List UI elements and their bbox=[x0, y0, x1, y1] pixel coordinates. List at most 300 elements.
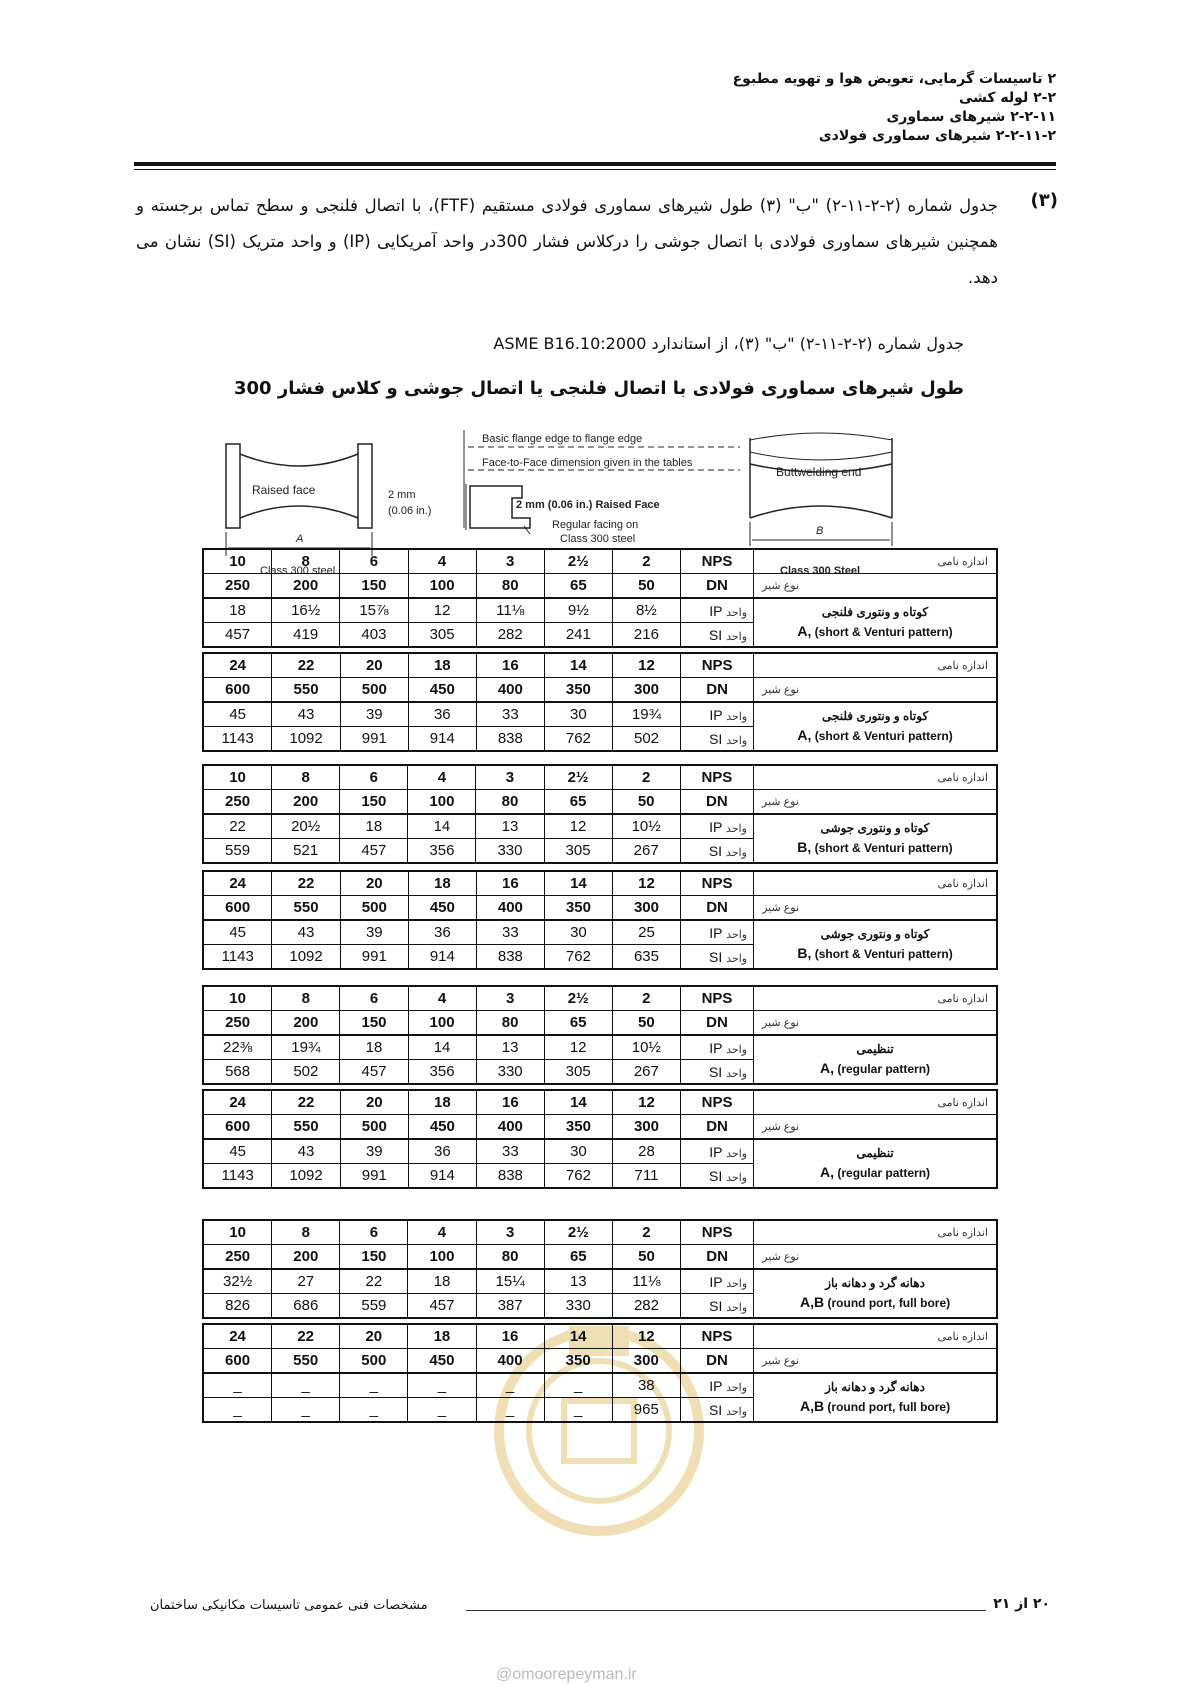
table-cell: 330 bbox=[476, 1060, 544, 1085]
valve-type-pattern: (regular pattern) bbox=[837, 1062, 931, 1076]
table-cell: 419 bbox=[272, 623, 340, 648]
dim-b-label: B bbox=[816, 525, 824, 537]
table-cell: 762 bbox=[544, 945, 612, 970]
valve-length-table bbox=[202, 652, 998, 752]
table-cell: 4 bbox=[408, 986, 476, 1011]
table-cell: 2 bbox=[612, 1220, 680, 1245]
valve-type-fa: تنظیمی bbox=[856, 1042, 894, 1056]
table-cell: 500 bbox=[340, 1115, 408, 1140]
table-cell: 16 bbox=[476, 1090, 544, 1115]
valve-type-fa: کوتاه و ونتوری جوشی bbox=[820, 821, 930, 835]
table-row-dn bbox=[203, 896, 997, 921]
table-cell: 10½ bbox=[612, 1035, 680, 1060]
valve-length-table bbox=[202, 1219, 998, 1319]
row-key-dn: DN bbox=[680, 790, 753, 815]
table-row-nps bbox=[203, 871, 997, 896]
table-cell: 267 bbox=[612, 839, 680, 864]
table-cell: _ bbox=[408, 1398, 476, 1423]
table-cell: 18 bbox=[408, 1324, 476, 1349]
valve-type-cell bbox=[754, 1035, 997, 1084]
table-cell: 400 bbox=[476, 896, 544, 921]
table-cell: 32½ bbox=[203, 1269, 272, 1294]
table-cell: 39 bbox=[340, 920, 408, 945]
unit-code: SI bbox=[708, 842, 726, 859]
table-cell: 24 bbox=[203, 871, 272, 896]
table-cell: 33 bbox=[476, 1139, 544, 1164]
table-cell: 22 bbox=[272, 871, 340, 896]
unit-word: واحد bbox=[726, 1301, 748, 1314]
table-cell: 150 bbox=[340, 1011, 408, 1036]
unit-cell-si bbox=[681, 1294, 754, 1319]
table-row-dn bbox=[203, 1245, 997, 1270]
table-cell: 500 bbox=[340, 678, 408, 703]
table-cell: 10 bbox=[203, 1220, 272, 1245]
valve-type-letter: A, bbox=[820, 1164, 835, 1180]
unit-code: SI bbox=[709, 1167, 727, 1184]
unit-word: واحد bbox=[726, 1381, 748, 1394]
table-cell: 18 bbox=[340, 1035, 408, 1060]
table-cell: 38 bbox=[612, 1373, 680, 1398]
nominal-size-label: اندازه نامی bbox=[753, 765, 997, 790]
table-cell: 600 bbox=[203, 896, 272, 921]
table-cell: _ bbox=[203, 1373, 272, 1398]
table-cell: 387 bbox=[476, 1294, 544, 1319]
table-cell: 24 bbox=[203, 1090, 272, 1115]
table-cell: 10 bbox=[203, 765, 272, 790]
unit-code: SI bbox=[709, 1297, 727, 1314]
unit-cell-si bbox=[681, 727, 754, 752]
unit-code: IP bbox=[709, 602, 727, 619]
unit-code: IP bbox=[709, 1377, 727, 1394]
table-cell: 400 bbox=[476, 1349, 544, 1374]
table-cell: 20 bbox=[340, 1090, 408, 1115]
table-cell: 457 bbox=[203, 623, 272, 648]
table-cell: 8 bbox=[272, 549, 340, 574]
row-key-dn: DN bbox=[680, 1011, 753, 1036]
header-line-2: ۲-۲ لوله کشی bbox=[959, 90, 1056, 106]
table-cell: 965 bbox=[612, 1398, 680, 1423]
unit-word: واحد bbox=[726, 734, 748, 747]
table-row-dn bbox=[203, 790, 997, 815]
table-cell: 600 bbox=[203, 678, 272, 703]
mm-label: 2 mm bbox=[388, 489, 416, 501]
table-cell: 18 bbox=[408, 1090, 476, 1115]
table-row-ip bbox=[203, 1035, 997, 1060]
regular-facing-label-1: Regular facing on bbox=[552, 519, 639, 531]
table-row-ip bbox=[203, 1139, 997, 1164]
table-cell: 200 bbox=[272, 574, 340, 599]
table-cell: 3 bbox=[476, 765, 544, 790]
buttwelding-label: Buttwelding end bbox=[776, 465, 862, 479]
valve-type-fa: دهانه گرد و دهانه باز bbox=[825, 1380, 925, 1394]
table-cell: 18 bbox=[203, 598, 272, 623]
valve-length-table bbox=[202, 764, 998, 864]
table-cell: 914 bbox=[408, 945, 476, 970]
table-cell: 150 bbox=[340, 790, 408, 815]
table-cell: 20½ bbox=[272, 814, 340, 839]
table-cell: 6 bbox=[340, 986, 408, 1011]
table-row-nps bbox=[203, 986, 997, 1011]
table-cell: 250 bbox=[203, 790, 272, 815]
valve-type-en bbox=[754, 1059, 996, 1079]
table-cell: 559 bbox=[340, 1294, 408, 1319]
table-cell: 2½ bbox=[544, 1220, 612, 1245]
footer-title: مشخصات فنی عمومی تاسیسات مکانیکی ساختمان bbox=[150, 1598, 428, 1613]
table-cell: 43 bbox=[272, 1139, 340, 1164]
table-cell: 8 bbox=[272, 765, 340, 790]
unit-word: واحد bbox=[726, 928, 748, 941]
row-key-dn: DN bbox=[681, 1245, 754, 1270]
table-cell: 3 bbox=[476, 1220, 544, 1245]
table-cell: 1143 bbox=[203, 1164, 272, 1189]
valve-type-pattern: (regular pattern) bbox=[837, 1166, 931, 1180]
row-key-nps: NPS bbox=[681, 1090, 754, 1115]
table-cell: 50 bbox=[612, 1245, 680, 1270]
table-cell: 400 bbox=[476, 1115, 544, 1140]
table-cell: 450 bbox=[408, 678, 476, 703]
table-cell: 16 bbox=[476, 871, 544, 896]
table-cell: 13 bbox=[544, 1269, 612, 1294]
valve-type-pattern: (round port, full bore) bbox=[827, 1400, 951, 1414]
table-cell: 80 bbox=[476, 1011, 544, 1036]
table-cell: 457 bbox=[340, 839, 408, 864]
table-row-nps bbox=[203, 1220, 997, 1245]
class-300-steel-right-label: Class 300 Steel bbox=[780, 565, 861, 577]
valve-type-label: نوع شیر bbox=[754, 896, 997, 921]
valve-type-letter: B, bbox=[797, 945, 812, 961]
table-cell: 6 bbox=[340, 549, 408, 574]
table-cell: 22 bbox=[340, 1269, 408, 1294]
table-cell: 400 bbox=[476, 678, 544, 703]
footer-rule bbox=[466, 1610, 986, 1611]
table-cell: 24 bbox=[203, 1324, 272, 1349]
table-cell: 36 bbox=[408, 920, 476, 945]
unit-cell-ip bbox=[680, 1373, 753, 1398]
table-row-ip bbox=[203, 814, 997, 839]
unit-code: SI bbox=[709, 948, 727, 965]
table-row-dn bbox=[203, 574, 997, 599]
table-cell: 250 bbox=[203, 1011, 272, 1036]
table-row-nps bbox=[203, 653, 997, 678]
valve-type-label: نوع شیر bbox=[754, 1349, 997, 1374]
table-cell: 450 bbox=[408, 1115, 476, 1140]
table-cell: 500 bbox=[340, 896, 408, 921]
unit-code: SI bbox=[708, 1063, 727, 1080]
table-cell: 300 bbox=[612, 896, 680, 921]
unit-code: IP bbox=[709, 706, 727, 723]
valve-type-pattern: (short & Venturi pattern) bbox=[814, 729, 953, 743]
unit-word: واحد bbox=[726, 1405, 748, 1418]
table-row-ip bbox=[203, 920, 997, 945]
table-cell: 14 bbox=[408, 1035, 476, 1060]
valve-type-fa: کوتاه و ونتوری جوشی bbox=[820, 927, 930, 941]
table-cell: 19¾ bbox=[612, 702, 680, 727]
nominal-size-label: اندازه نامی bbox=[754, 549, 997, 574]
table-cell: 550 bbox=[272, 678, 340, 703]
valve-type-letter: A, bbox=[797, 623, 812, 639]
table-cell: 16½ bbox=[272, 598, 340, 623]
table-cell: 12 bbox=[408, 598, 476, 623]
table-cell: 80 bbox=[476, 1245, 544, 1270]
valve-type-en bbox=[754, 838, 996, 858]
table-cell: 15⅞ bbox=[340, 598, 408, 623]
valve-type-cell bbox=[754, 1373, 997, 1422]
table-cell: 1143 bbox=[203, 945, 272, 970]
dim-a-label: A bbox=[296, 533, 304, 545]
header-rule-thick bbox=[134, 162, 1056, 166]
table-cell: 521 bbox=[272, 839, 340, 864]
table-cell: 550 bbox=[272, 896, 340, 921]
valve-type-en bbox=[754, 1163, 996, 1183]
valve-type-fa: کوتاه و ونتوری فلنجی bbox=[821, 709, 929, 723]
table-cell: 711 bbox=[612, 1164, 680, 1189]
table-cell: 15¼ bbox=[476, 1269, 544, 1294]
unit-word: واحد bbox=[725, 822, 747, 835]
table-cell: 12 bbox=[544, 1035, 612, 1060]
valve-type-pattern: (short & Venturi pattern) bbox=[814, 947, 953, 961]
table-cell: 762 bbox=[544, 727, 612, 752]
table-cell: 2 bbox=[612, 765, 680, 790]
table-cell: 250 bbox=[203, 1245, 272, 1270]
row-key-dn: DN bbox=[680, 574, 753, 599]
unit-code: IP bbox=[709, 924, 727, 941]
table-row-dn bbox=[203, 1115, 997, 1140]
valve-type-fa: دهانه گرد و دهانه باز bbox=[825, 1276, 925, 1290]
unit-code: SI bbox=[708, 1401, 727, 1418]
valve-type-en bbox=[754, 1397, 996, 1417]
nominal-size-label: اندازه نامی bbox=[754, 653, 997, 678]
table-cell: 350 bbox=[544, 1115, 612, 1140]
table-cell: 1092 bbox=[272, 945, 340, 970]
unit-cell-ip bbox=[680, 814, 753, 839]
valve-type-label: نوع شیر bbox=[754, 574, 997, 599]
valve-type-pattern: (short & Venturi pattern) bbox=[814, 625, 953, 639]
table-cell: 450 bbox=[408, 1349, 476, 1374]
table-row-ip bbox=[203, 1373, 997, 1398]
header-rule-thin bbox=[134, 169, 1056, 170]
table-cell: 502 bbox=[272, 1060, 340, 1085]
table-cell: 330 bbox=[476, 839, 544, 864]
valve-length-table bbox=[202, 870, 998, 970]
table-cell: _ bbox=[476, 1398, 544, 1423]
table-cell: 550 bbox=[272, 1349, 340, 1374]
raised-face-label: Raised face bbox=[252, 483, 316, 497]
table-cell: 45 bbox=[203, 1139, 272, 1164]
table-cell: 267 bbox=[612, 1060, 680, 1085]
table-row-ip bbox=[203, 702, 997, 727]
table-cell: 39 bbox=[340, 1139, 408, 1164]
table-cell: 100 bbox=[408, 1011, 476, 1036]
paragraph-number: (۳) bbox=[1030, 190, 1058, 211]
table-cell: 457 bbox=[408, 1294, 476, 1319]
valve-type-en bbox=[754, 944, 996, 964]
table-cell: 991 bbox=[340, 945, 408, 970]
unit-word: واحد bbox=[726, 1147, 748, 1160]
table-cell: 356 bbox=[408, 839, 476, 864]
table-cell: 282 bbox=[476, 623, 544, 648]
table-cell: 6 bbox=[340, 1220, 408, 1245]
unit-cell-si bbox=[681, 945, 754, 970]
unit-word: واحد bbox=[726, 952, 748, 965]
unit-word: واحد bbox=[726, 1277, 748, 1290]
table-cell: 2 bbox=[612, 986, 680, 1011]
row-key-dn: DN bbox=[681, 1115, 754, 1140]
table-cell: 28 bbox=[612, 1139, 680, 1164]
table-cell: 45 bbox=[203, 920, 272, 945]
table-cell: 33 bbox=[476, 920, 544, 945]
valve-type-label: نوع شیر bbox=[753, 790, 997, 815]
valve-type-cell bbox=[754, 702, 997, 751]
table-row-dn bbox=[203, 1011, 997, 1036]
valve-type-fa: تنظیمی bbox=[856, 1146, 894, 1160]
table-cell: 12 bbox=[612, 653, 680, 678]
valve-type-en bbox=[754, 622, 996, 642]
unit-cell-ip bbox=[680, 598, 753, 623]
table-cell: 502 bbox=[612, 727, 680, 752]
table-caption: جدول شماره (۲-۲-۱۱-۲) "ب" (۳)، از استاندارد ASME B16.10:2000 bbox=[493, 334, 964, 353]
table-cell: 991 bbox=[340, 727, 408, 752]
unit-word: واحد bbox=[726, 1067, 748, 1080]
table-cell: 10 bbox=[203, 549, 272, 574]
table-cell: 14 bbox=[408, 814, 476, 839]
table-cell: 50 bbox=[612, 790, 680, 815]
row-key-nps: NPS bbox=[681, 1220, 754, 1245]
table-cell: 241 bbox=[544, 623, 612, 648]
table-cell: 30 bbox=[544, 1139, 612, 1164]
table-cell: 200 bbox=[272, 1011, 340, 1036]
table-cell: 305 bbox=[408, 623, 476, 648]
unit-code: IP bbox=[709, 1039, 727, 1056]
table-cell: 27 bbox=[272, 1269, 340, 1294]
valve-type-letter: B, bbox=[797, 839, 812, 855]
table-cell: 14 bbox=[544, 1090, 612, 1115]
table-cell: 6 bbox=[340, 765, 408, 790]
table-cell: 200 bbox=[272, 1245, 340, 1270]
table-cell: 991 bbox=[340, 1164, 408, 1189]
valve-type-fa: کوتاه و ونتوری فلنجی bbox=[821, 605, 929, 619]
table-cell: 22 bbox=[272, 1324, 340, 1349]
valve-type-label: نوع شیر bbox=[754, 1245, 997, 1270]
table-cell: _ bbox=[476, 1373, 544, 1398]
header-line-3: ۲-۲-۱۱ شیرهای سماوری bbox=[886, 109, 1056, 125]
table-cell: 838 bbox=[476, 945, 544, 970]
table-cell: 8 bbox=[272, 1220, 340, 1245]
table-cell: 100 bbox=[408, 790, 476, 815]
nominal-size-label: اندازه نامی bbox=[754, 1324, 997, 1349]
unit-cell-si bbox=[680, 1398, 753, 1423]
inch-label: (0.06 in.) bbox=[388, 505, 432, 517]
table-cell: 250 bbox=[203, 574, 272, 599]
table-cell: 19¾ bbox=[272, 1035, 340, 1060]
table-cell: 568 bbox=[203, 1060, 272, 1085]
table-cell: 600 bbox=[203, 1349, 272, 1374]
nominal-size-label: اندازه نامی bbox=[754, 1090, 997, 1115]
table-cell: 65 bbox=[544, 574, 612, 599]
unit-code: SI bbox=[709, 730, 727, 747]
unit-word: واحد bbox=[726, 710, 748, 723]
table-cell: 600 bbox=[203, 1115, 272, 1140]
unit-code: IP bbox=[709, 1143, 727, 1160]
table-cell: 914 bbox=[408, 727, 476, 752]
table-cell: 43 bbox=[272, 920, 340, 945]
table-cell: 36 bbox=[408, 1139, 476, 1164]
unit-code: IP bbox=[709, 1273, 727, 1290]
unit-code: SI bbox=[708, 626, 727, 643]
row-key-nps: NPS bbox=[681, 871, 754, 896]
table-cell: 43 bbox=[272, 702, 340, 727]
class-300-steel-label: Class 300 steel bbox=[260, 565, 336, 577]
table-cell: 65 bbox=[544, 790, 612, 815]
table-cell: _ bbox=[272, 1373, 340, 1398]
table-cell: 8 bbox=[272, 986, 340, 1011]
header-line-1: ۲ تاسیسات گرمایی، تعویض هوا و تهویه مطبوع bbox=[732, 71, 1056, 87]
valve-length-table bbox=[202, 1089, 998, 1189]
table-cell: 25 bbox=[612, 920, 680, 945]
table-cell: 39 bbox=[340, 702, 408, 727]
table-cell: 16 bbox=[476, 653, 544, 678]
table-cell: _ bbox=[340, 1373, 408, 1398]
valve-type-letter: A,B bbox=[800, 1294, 825, 1310]
paragraph-text: جدول شماره (۲-۲-۱۱-۲) "ب" (۳) طول شیرهای سماوری فولادی مستقیم (FTF)، با اتصال فلنجی و سطح تماس برجسته و همچنین شیرهای سماوری فولادی با اتصال جوشی را درکلاس فشار 300در واحد آمریکایی (IP) و واحد متریک (SI) نشان می دهد. bbox=[136, 196, 998, 287]
table-cell: 300 bbox=[612, 1115, 680, 1140]
table-cell: 1143 bbox=[203, 727, 272, 752]
row-key-nps: NPS bbox=[680, 765, 753, 790]
table-cell: 559 bbox=[203, 839, 272, 864]
table-row-ip bbox=[203, 598, 997, 623]
valve-type-label: نوع شیر bbox=[754, 678, 997, 703]
table-cell: _ bbox=[340, 1398, 408, 1423]
table-cell: 200 bbox=[272, 790, 340, 815]
header-line-4: ۲-۲-۱۱-۲ شیرهای سماوری فولادی bbox=[818, 128, 1056, 144]
table-cell: 762 bbox=[544, 1164, 612, 1189]
nominal-size-label: اندازه نامی bbox=[754, 871, 997, 896]
table-row-nps bbox=[203, 549, 997, 574]
table-cell: 22⅜ bbox=[203, 1035, 272, 1060]
table-cell: 356 bbox=[408, 1060, 476, 1085]
table-cell: 10½ bbox=[612, 814, 680, 839]
valve-type-en bbox=[754, 726, 996, 746]
table-cell: 18 bbox=[340, 814, 408, 839]
table-cell: 80 bbox=[476, 574, 544, 599]
table-cell: 12 bbox=[612, 1324, 680, 1349]
unit-word: واحد bbox=[726, 1171, 748, 1184]
table-cell: 300 bbox=[612, 1349, 680, 1374]
table-cell: 36 bbox=[408, 702, 476, 727]
table-cell: 18 bbox=[408, 1269, 476, 1294]
table-cell: 14 bbox=[544, 1324, 612, 1349]
table-cell: 550 bbox=[272, 1115, 340, 1140]
row-key-dn: DN bbox=[681, 896, 754, 921]
table-cell: 4 bbox=[408, 765, 476, 790]
table-row-nps bbox=[203, 1090, 997, 1115]
table-cell: 3 bbox=[476, 549, 544, 574]
table-cell: 4 bbox=[408, 549, 476, 574]
table-cell: 450 bbox=[408, 896, 476, 921]
unit-cell-si bbox=[680, 1060, 753, 1085]
table-cell: 100 bbox=[408, 1245, 476, 1270]
section-header bbox=[733, 70, 1056, 146]
table-cell: 16 bbox=[476, 1324, 544, 1349]
table-cell: _ bbox=[203, 1398, 272, 1423]
table-cell: 1092 bbox=[272, 1164, 340, 1189]
row-key-nps: NPS bbox=[680, 1324, 753, 1349]
table-cell: _ bbox=[408, 1373, 476, 1398]
table-row-nps bbox=[203, 1324, 997, 1349]
nominal-size-label: اندازه نامی bbox=[754, 986, 997, 1011]
unit-cell-ip bbox=[681, 1139, 754, 1164]
basic-flange-label: Basic flange edge to flange edge bbox=[482, 433, 643, 445]
unit-word: واحد bbox=[726, 630, 748, 643]
